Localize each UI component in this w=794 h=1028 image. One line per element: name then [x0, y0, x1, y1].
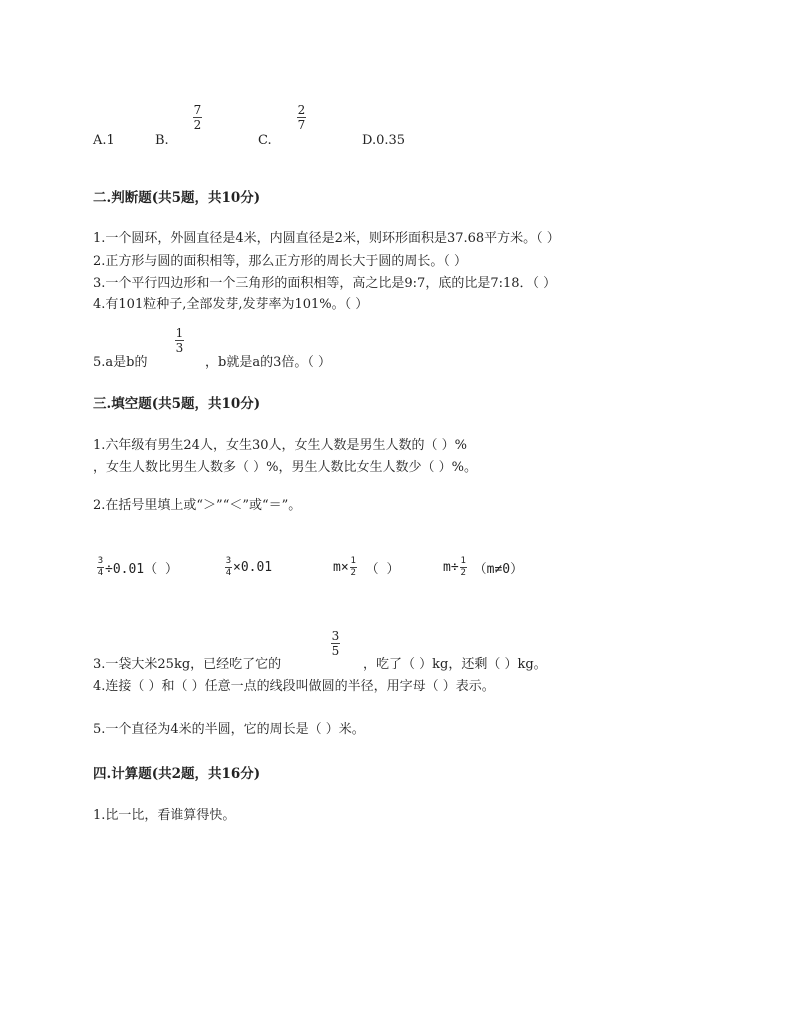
section-heading-judgement: 二.判断题(共5题，共10分): [93, 190, 261, 206]
fill-q1-line2: ，女生人数比男生人数多（ ）%，男生人数比女生人数少（ ）%。: [93, 460, 477, 475]
fraction-denominator: 2: [350, 568, 356, 578]
option-c: C.: [258, 133, 272, 148]
fraction-denominator: 4: [97, 568, 104, 578]
option-c-fraction: [297, 104, 306, 131]
judgement-q5-prefix: 5.a是b的: [93, 355, 148, 370]
fraction-denominator: 2: [460, 568, 466, 578]
compare-expr-2-text: ×0.01: [233, 560, 273, 575]
fill-q3-prefix: 3.一袋大米25kg，已经吃了它的: [93, 657, 282, 672]
fill-q3-suffix: ，吃了（ ）kg，还剩（ ）kg。: [363, 657, 547, 672]
fill-q4: 4.连接（ ）和（ ）任意一点的线段叫做圆的半径，用字母（ ）表示。: [93, 679, 495, 694]
fill-q3-fraction: [331, 630, 340, 657]
judgement-q3: 3.一个平行四边形和一个三角形的面积相等，高之比是9:7，底的比是7:18．（ ）: [93, 276, 557, 291]
fraction-numerator: 3: [225, 556, 232, 566]
fill-q2: 2.在括号里填上或“＞”“＜”或“＝”。: [93, 498, 302, 513]
fill-q1-line1: 1.六年级有男生24人，女生30人，女生人数是男生人数的（ ）%: [93, 438, 467, 453]
fraction-numerator: 3: [97, 556, 104, 566]
fraction-numerator: 2: [297, 103, 306, 117]
judgement-q5-suffix: ，b就是a的3倍。（ ）: [205, 355, 331, 370]
section-heading-calc: 四.计算题(共2题，共16分): [93, 766, 261, 782]
calc-q1: 1.比一比，看谁算得快。: [93, 808, 236, 823]
compare-expr-1-text: ÷0.01（ ）: [105, 562, 178, 577]
fraction-denominator: 4: [225, 568, 232, 578]
compare-expr-3: [333, 557, 399, 578]
judgement-q1: 1.一个圆环，外圆直径是4米，内圆直径是2米，则环形面积是37.68平方米。（ ）: [93, 231, 560, 246]
judgement-q4: 4.有101粒种子,全部发芽,发芽率为101%。（ ）: [93, 297, 369, 312]
fraction-denominator: 3: [175, 341, 184, 355]
compare-expr-4: [443, 557, 523, 578]
compare-expr-3-suffix: （ ）: [365, 562, 400, 577]
section-heading-fill: 三.填空题(共5题，共10分): [93, 396, 261, 412]
judgement-q2: 2.正方形与圆的面积相等，那么正方形的周长大于圆的周长。（ ）: [93, 254, 468, 269]
fraction: [460, 557, 467, 578]
fraction-denominator: 5: [331, 644, 340, 658]
fraction-numerator: 7: [193, 103, 202, 117]
compare-expr-2: [224, 557, 272, 578]
option-b-fraction: [193, 104, 202, 131]
option-d: D.0.35: [362, 133, 406, 148]
compare-expr-4-suffix: （m≠0）: [473, 562, 524, 577]
fraction: [225, 557, 232, 578]
fill-q5: 5.一个直径为4米的半圆，它的周长是（ ）米。: [93, 722, 365, 737]
fraction: [350, 557, 357, 578]
fraction-denominator: 7: [297, 118, 306, 132]
compare-expr-1: [96, 557, 178, 578]
fraction: [97, 557, 104, 578]
option-b: B.: [155, 133, 169, 148]
judgement-q5-fraction: [175, 327, 184, 354]
fraction-numerator: 3: [331, 629, 340, 643]
compare-expr-3-prefix: m×: [333, 560, 349, 575]
fraction-numerator: 1: [350, 556, 356, 566]
fraction-numerator: 1: [175, 326, 184, 340]
option-a: A.1: [93, 133, 115, 148]
fraction-numerator: 1: [460, 556, 466, 566]
fraction-denominator: 2: [193, 118, 202, 132]
compare-expr-4-prefix: m÷: [443, 560, 459, 575]
